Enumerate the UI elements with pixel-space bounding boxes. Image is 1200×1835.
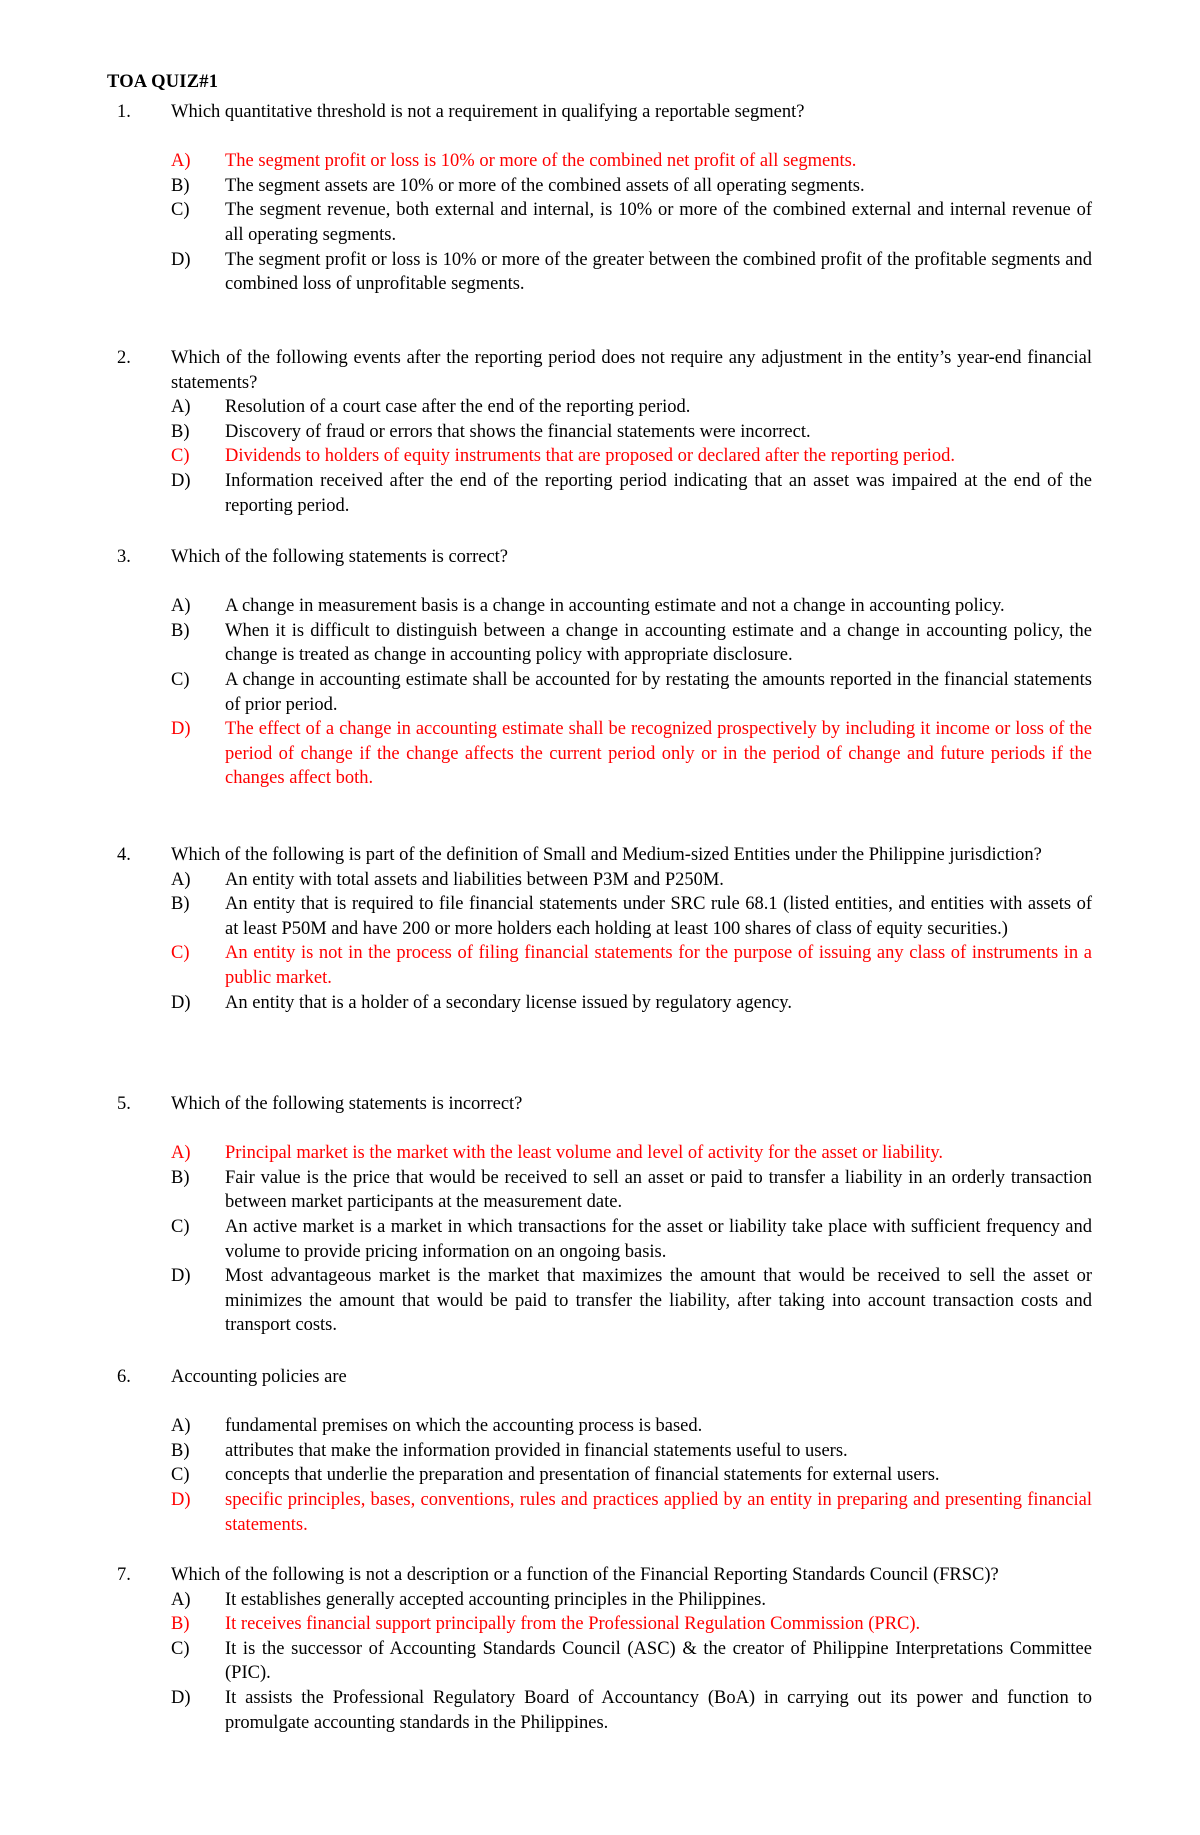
question-number: 4. [117,845,131,865]
question-number: 5. [117,1094,131,1114]
option-d-answer: D) specific principles, bases, conventions, rules and practices applied by an entity in preparing and presenting financial statements. [171,1489,1092,1535]
option-d: D) The segment profit or loss is 10% or more of the greater between the combined profit of the profitable segments and combined loss of unprofitable segments. [171,249,1092,295]
question-text: 6. Accounting policies are [107,1365,1092,1390]
option-b: B) attributes that make the information provided in financial statements useful to users. [171,1440,848,1461]
option-a: A) It establishes generally accepted accounting principles in the Philippines. [171,1589,766,1610]
option-a: A) Resolution of a court case after the end of the reporting period. [171,397,691,418]
option-c: C) concepts that underlie the preparation and presentation of financial statements for external users. [171,1465,940,1486]
question-text: 2. Which of the following events after the reporting period does not require any adjustment in the entity’s year-end financial statements? [117,348,1092,393]
page-title: TOA QUIZ#1 [107,72,219,92]
option-list [107,868,1092,1016]
question-6 [107,1365,1092,1537]
option-b: B) The segment assets are 10% or more of the combined assets of all operating segments. [171,175,865,196]
question-2 [107,346,1092,518]
question-number: 3. [117,547,131,567]
option-b: B) Discovery of fraud or errors that shows the financial statements were incorrect. [171,421,811,442]
question-4 [107,843,1092,1015]
question-text: 7. Which of the following is not a description or a function of the Financial Reporting Standards Council (FRSC)? [107,1563,1092,1588]
question-number: 1. [117,102,131,122]
option-d: D) It assists the Professional Regulatory Board of Accountancy (BoA) in carrying out its power and function to promulgate accounting standards in the Philippines. [171,1687,1092,1733]
question-7 [107,1563,1092,1735]
option-list [107,594,1092,791]
question-text: 3. Which of the following statements is correct? [107,545,1092,570]
option-b: B) An entity that is required to file financial statements under SRC rule 68.1 (listed entities, and entities with assets of at least P50M and have 200 or more holders each holding at least 100 shares of class of equity securities.) [171,894,1092,939]
option-list [107,1588,1092,1736]
option-list [107,395,1092,518]
option-a: A) fundamental premises on which the accounting process is based. [171,1416,703,1437]
option-b-answer: B) It receives financial support principally from the Professional Regulation Commission (PRC). [171,1614,921,1635]
option-a-answer: A) The segment profit or loss is 10% or more of the combined net profit of all segments. [171,151,857,172]
question-5 [107,1092,1092,1338]
option-list [107,1414,1092,1537]
option-d: D) An entity that is a holder of a secondary license issued by regulatory agency. [171,992,792,1013]
option-b: B) Fair value is the price that would be received to sell an asset or paid to transfer a liability in an orderly transaction between market participants at the measurement date. [171,1167,1092,1213]
option-c-answer: C) An entity is not in the process of filing financial statements for the purpose of issuing any class of instruments in a public market. [171,943,1092,988]
question-number: 6. [117,1367,131,1387]
question-text: 5. Which of the following statements is incorrect? [107,1092,1092,1117]
option-c: C) A change in accounting estimate shall be accounted for by restating the amounts reported in the financial statements of prior period. [171,669,1092,715]
question-text: 1. Which quantitative threshold is not a requirement in qualifying a reportable segment? [107,100,1092,125]
question-number: 2. [117,348,131,368]
option-d: D) Information received after the end of the reporting period indicating that an asset was impaired at the end of the reporting period. [171,470,1092,516]
option-c: C) The segment revenue, both external and internal, is 10% or more of the combined external and internal revenue of all operating segments. [171,200,1092,245]
option-c: C) It is the successor of Accounting Standards Council (ASC) & the creator of Philippine Interpretations Committee (PIC). [171,1638,1092,1684]
question-1 [107,100,1092,297]
question-text: 4. Which of the following is part of the definition of Small and Medium-sized Entities under the Philippine jurisdiction? [107,843,1092,868]
option-list [107,1141,1092,1338]
option-d-answer: D) The effect of a change in accounting estimate shall be recognized prospectively by including it income or loss of the period of change if the change affects the current period only or in the period of change and future periods if the changes affect both. [171,719,1092,789]
question-3 [107,545,1092,791]
option-d: D) Most advantageous market is the market that maximizes the amount that would be received to sell the asset or minimizes the amount that would be paid to transfer the liability, after taking into account transaction costs and transport costs. [171,1266,1092,1336]
option-a-answer: A) Principal market is the market with the least volume and level of activity for the asset or liability. [171,1143,944,1164]
option-a: A) A change in measurement basis is a change in accounting estimate and not a change in accounting policy. [171,596,1005,617]
question-number: 7. [117,1565,131,1585]
option-c-answer: C) Dividends to holders of equity instruments that are proposed or declared after the reporting period. [171,446,956,467]
option-b: B) When it is difficult to distinguish between a change in accounting estimate and a change in accounting policy, the change is treated as change in accounting policy with appropriate disclosure. [171,620,1092,666]
option-list [107,149,1092,297]
option-c: C) An active market is a market in which transactions for the asset or liability take place with sufficient frequency and volume to provide pricing information on an ongoing basis. [171,1216,1092,1262]
option-a: A) An entity with total assets and liabilities between P3M and P250M. [171,869,724,890]
